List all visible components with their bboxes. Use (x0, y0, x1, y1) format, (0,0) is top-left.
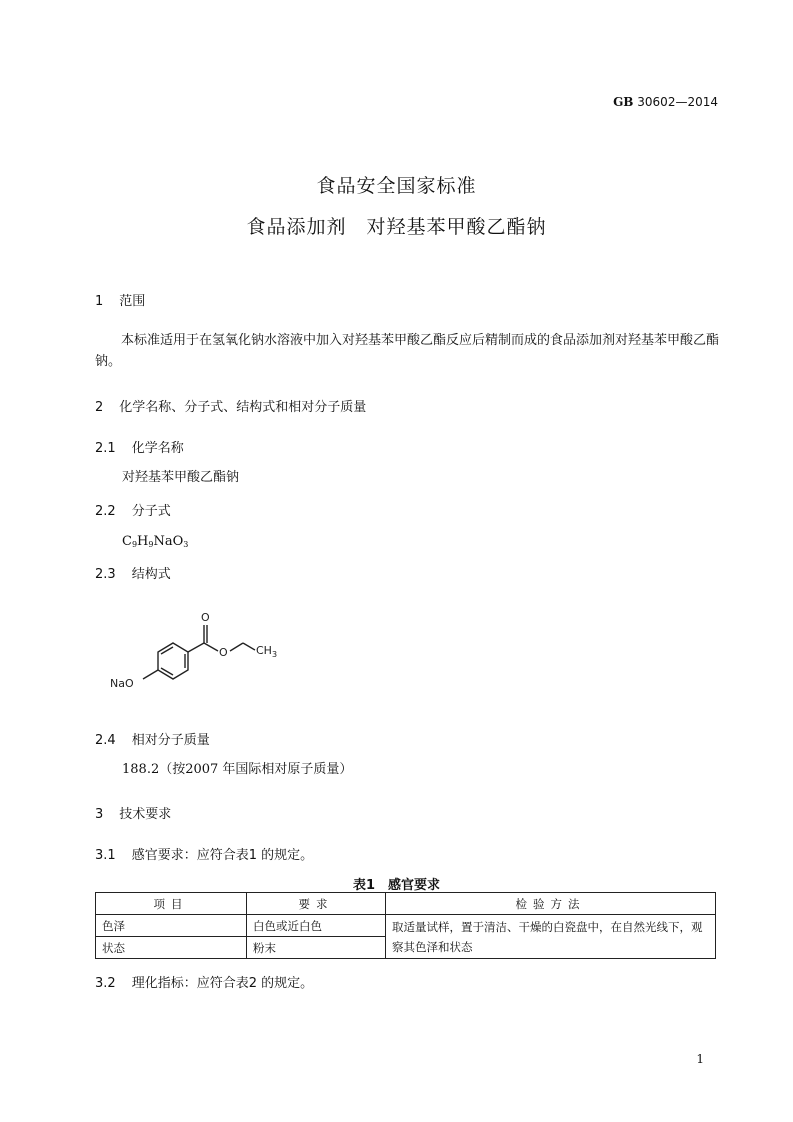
section-2-4-heading (95, 729, 210, 748)
test-method-cell: 取适量试样，置于清洁、干燥的白瓷盘中，在自然光线下，观察其色泽和状态 (386, 915, 716, 959)
section-title: 分子式 (131, 504, 171, 519)
section-title: 化学名称 (131, 441, 184, 456)
row-item: 色泽 (96, 915, 247, 937)
document-title: 食品安全国家标准 (316, 175, 477, 197)
section-3-1-heading (95, 844, 313, 863)
section-number: 3.1 (95, 848, 116, 863)
sodium-oxide-label: NaO (110, 677, 134, 690)
section-2-2-heading (95, 500, 171, 519)
section-1-heading (95, 290, 145, 309)
header-requirement: 要求 (247, 893, 386, 915)
section-2-heading (95, 396, 366, 415)
standard-code (560, 95, 718, 109)
section-title: 理化指标：应符合表2 的规定。 (131, 976, 314, 991)
section-3-heading (95, 803, 171, 822)
molecular-mass: 188.2（按2007 年国际相对原子质量） (122, 762, 353, 777)
table-header-row (96, 893, 716, 915)
chemical-name: 对羟基苯甲酸乙酯钠 (122, 470, 240, 485)
row-requirement: 粉末 (247, 937, 386, 959)
section-number: 3 (95, 807, 104, 822)
ester-oxygen-label: O (219, 646, 228, 659)
standard-prefix: GB (613, 95, 634, 109)
standard-number: 30602—2014 (637, 95, 718, 109)
row-requirement: 白色或近白色 (247, 915, 386, 937)
section-title: 范围 (119, 294, 146, 309)
section-title: 感官要求：应符合表1 的规定。 (131, 848, 314, 863)
sensory-requirements-table (95, 892, 716, 959)
table-row (96, 915, 716, 937)
section-2-1-heading (95, 437, 184, 456)
page-number: 1 (696, 1052, 704, 1066)
section-number: 3.2 (95, 976, 116, 991)
row-item: 状态 (96, 937, 247, 959)
section-number: 2.3 (95, 567, 116, 582)
section-3-2-heading (95, 972, 313, 991)
header-item: 项目 (96, 893, 247, 915)
molecular-formula: $C_9H_9NaO_3$ (122, 534, 189, 549)
document-subtitle: 食品添加剂 对羟基苯甲酸乙酯钠 (246, 216, 547, 238)
section-2-3-heading (95, 563, 171, 582)
carbonyl-oxygen-label: O (201, 611, 210, 624)
section-title: 化学名称、分子式、结构式和相对分子质量 (119, 400, 367, 415)
methyl-label: $CH_3$ (256, 644, 278, 659)
section-title: 技术要求 (119, 807, 172, 822)
section-number: 2.4 (95, 733, 116, 748)
section-number: 2.1 (95, 441, 116, 456)
section-number: 2 (95, 400, 104, 415)
section-1-paragraph: 本标准适用于在氢氧化钠水溶液中加入对羟基苯甲酸乙酯反应后精制而成的食品添加剂对羟基苯甲酸乙酯钠。 (95, 333, 720, 369)
structural-formula (105, 603, 285, 703)
section-title: 结构式 (131, 567, 171, 582)
header-test-method: 检验方法 (386, 893, 716, 915)
section-number: 1 (95, 294, 104, 309)
section-title: 相对分子质量 (131, 733, 210, 748)
table-1-caption: 表1 感官要求 (352, 878, 441, 893)
section-number: 2.2 (95, 504, 116, 519)
